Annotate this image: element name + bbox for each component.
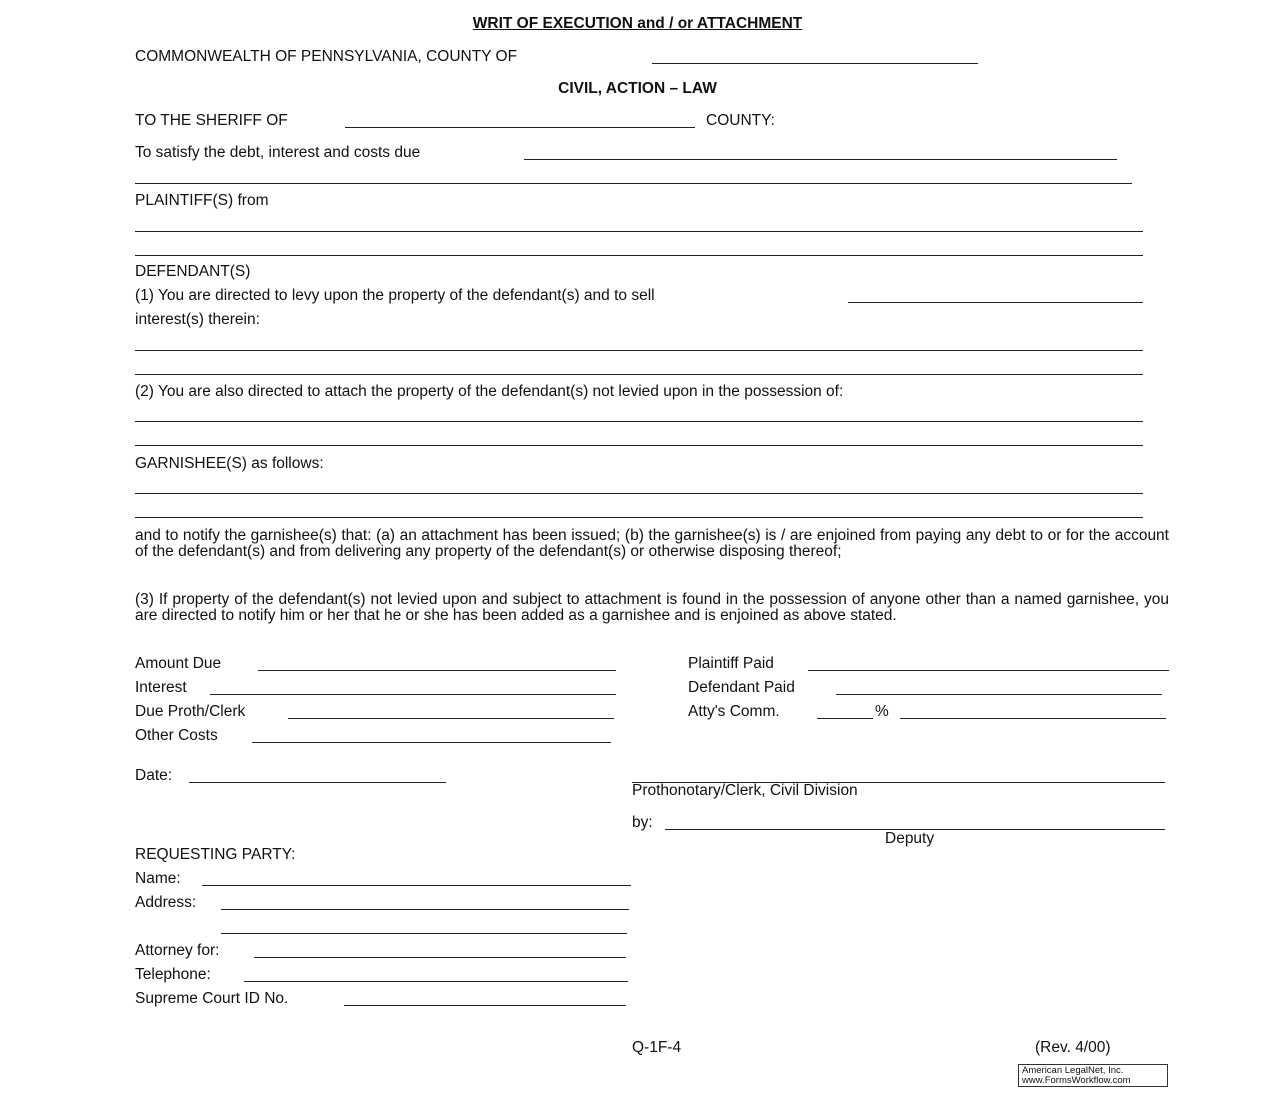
plaintiff-paid-label: Plaintiff Paid [688, 655, 774, 672]
supreme-court-id-label: Supreme Court ID No. [135, 990, 289, 1007]
plaintiff-field-2[interactable] [135, 255, 1143, 256]
form-title: WRIT OF EXECUTION and / or ATTACHMENT [472, 15, 803, 32]
plaintiff-paid-field[interactable] [808, 670, 1169, 671]
due-proth-field[interactable] [288, 718, 614, 719]
interest-field-2[interactable] [135, 374, 1143, 375]
revision: (Rev. 4/00) [1035, 1039, 1111, 1056]
other-costs-field[interactable] [252, 742, 611, 743]
defendants-label: DEFENDANT(S) [135, 263, 251, 280]
garnishee-field-1[interactable] [135, 493, 1143, 494]
commonwealth-label: COMMONWEALTH OF PENNSYLVANIA, COUNTY OF [135, 48, 518, 65]
directive-2: (2) You are also directed to attach the property of the defendant(s) not levied upon in the possession of: [135, 383, 844, 400]
name-field[interactable] [202, 885, 631, 886]
telephone-label: Telephone: [135, 966, 211, 983]
garnishee-field-2[interactable] [135, 517, 1143, 518]
telephone-field[interactable] [244, 981, 628, 982]
to-sheriff-label: TO THE SHERIFF OF [135, 112, 288, 129]
defendant-paid-label: Defendant Paid [688, 679, 795, 696]
interest-label: Interest [135, 679, 187, 696]
amount-due-field[interactable] [258, 670, 616, 671]
directive-1: (1) You are directed to levy upon the property of the defendant(s) and to sell [135, 287, 655, 304]
interest-field[interactable] [210, 694, 616, 695]
county-of-field[interactable] [652, 63, 978, 64]
plaintiff-field-1[interactable] [135, 231, 1143, 232]
debt-due-field[interactable] [524, 159, 1117, 160]
levy-field[interactable] [848, 302, 1143, 303]
supreme-court-id-field[interactable] [344, 1005, 626, 1006]
county-label: COUNTY: [706, 112, 775, 129]
address-label: Address: [135, 894, 197, 911]
due-proth-label: Due Proth/Clerk [135, 703, 246, 720]
logo-line-1: American LegalNet, Inc. [1022, 1065, 1124, 1076]
possession-field-1[interactable] [135, 421, 1143, 422]
attys-comm-amount-field[interactable] [900, 718, 1166, 719]
date-label: Date: [135, 767, 173, 784]
garnishees-label: GARNISHEE(S) as follows: [135, 455, 324, 472]
directive-3: (3) If property of the defendant(s) not levied upon and subject to attachment is found in the possession of anyone other than a named garnishee, you are directed to notify him or her that he or she has been added as a garnishee and is enjoined as above stated. [135, 591, 1169, 624]
amount-due-label: Amount Due [135, 655, 222, 672]
civil-action-heading: CIVIL, ACTION – LAW [558, 80, 717, 97]
notify-paragraph: and to notify the garnishee(s) that: (a) an attachment has been issued; (b) the garnishee(s) is / are enjoined from paying any debt to or for the account of the defendant(s) and from delivering any property of the defendant(s) or otherwise disposing thereof; [135, 527, 1169, 560]
plaintiffs-label: PLAINTIFF(S) from [135, 192, 269, 209]
requesting-party-heading: REQUESTING PARTY: [135, 846, 296, 863]
deputy-label: Deputy [885, 830, 935, 847]
attys-comm-label: Atty's Comm. [688, 703, 780, 720]
attorney-for-field[interactable] [254, 957, 626, 958]
by-label: by: [632, 814, 653, 831]
name-label: Name: [135, 870, 181, 887]
defendant-paid-field[interactable] [836, 694, 1162, 695]
form-number: Q-1F-4 [632, 1039, 682, 1056]
debt-due-field-2[interactable] [135, 183, 1132, 184]
percent-sign: % [875, 703, 889, 720]
logo-line-2: www.FormsWorkflow.com [1022, 1075, 1131, 1086]
address-field-2[interactable] [221, 933, 627, 934]
interest-field-1[interactable] [135, 350, 1143, 351]
address-field-1[interactable] [221, 909, 629, 910]
sheriff-county-field[interactable] [345, 127, 695, 128]
possession-field-2[interactable] [135, 445, 1143, 446]
interest-therein-label: interest(s) therein: [135, 311, 260, 328]
other-costs-label: Other Costs [135, 727, 218, 744]
attorney-for-label: Attorney for: [135, 942, 220, 959]
legalnet-logo [1018, 1064, 1168, 1087]
satisfy-label: To satisfy the debt, interest and costs due [135, 144, 421, 161]
attys-comm-percent-field[interactable] [817, 718, 873, 719]
date-field[interactable] [189, 782, 446, 783]
prothonotary-label: Prothonotary/Clerk, Civil Division [632, 782, 858, 799]
